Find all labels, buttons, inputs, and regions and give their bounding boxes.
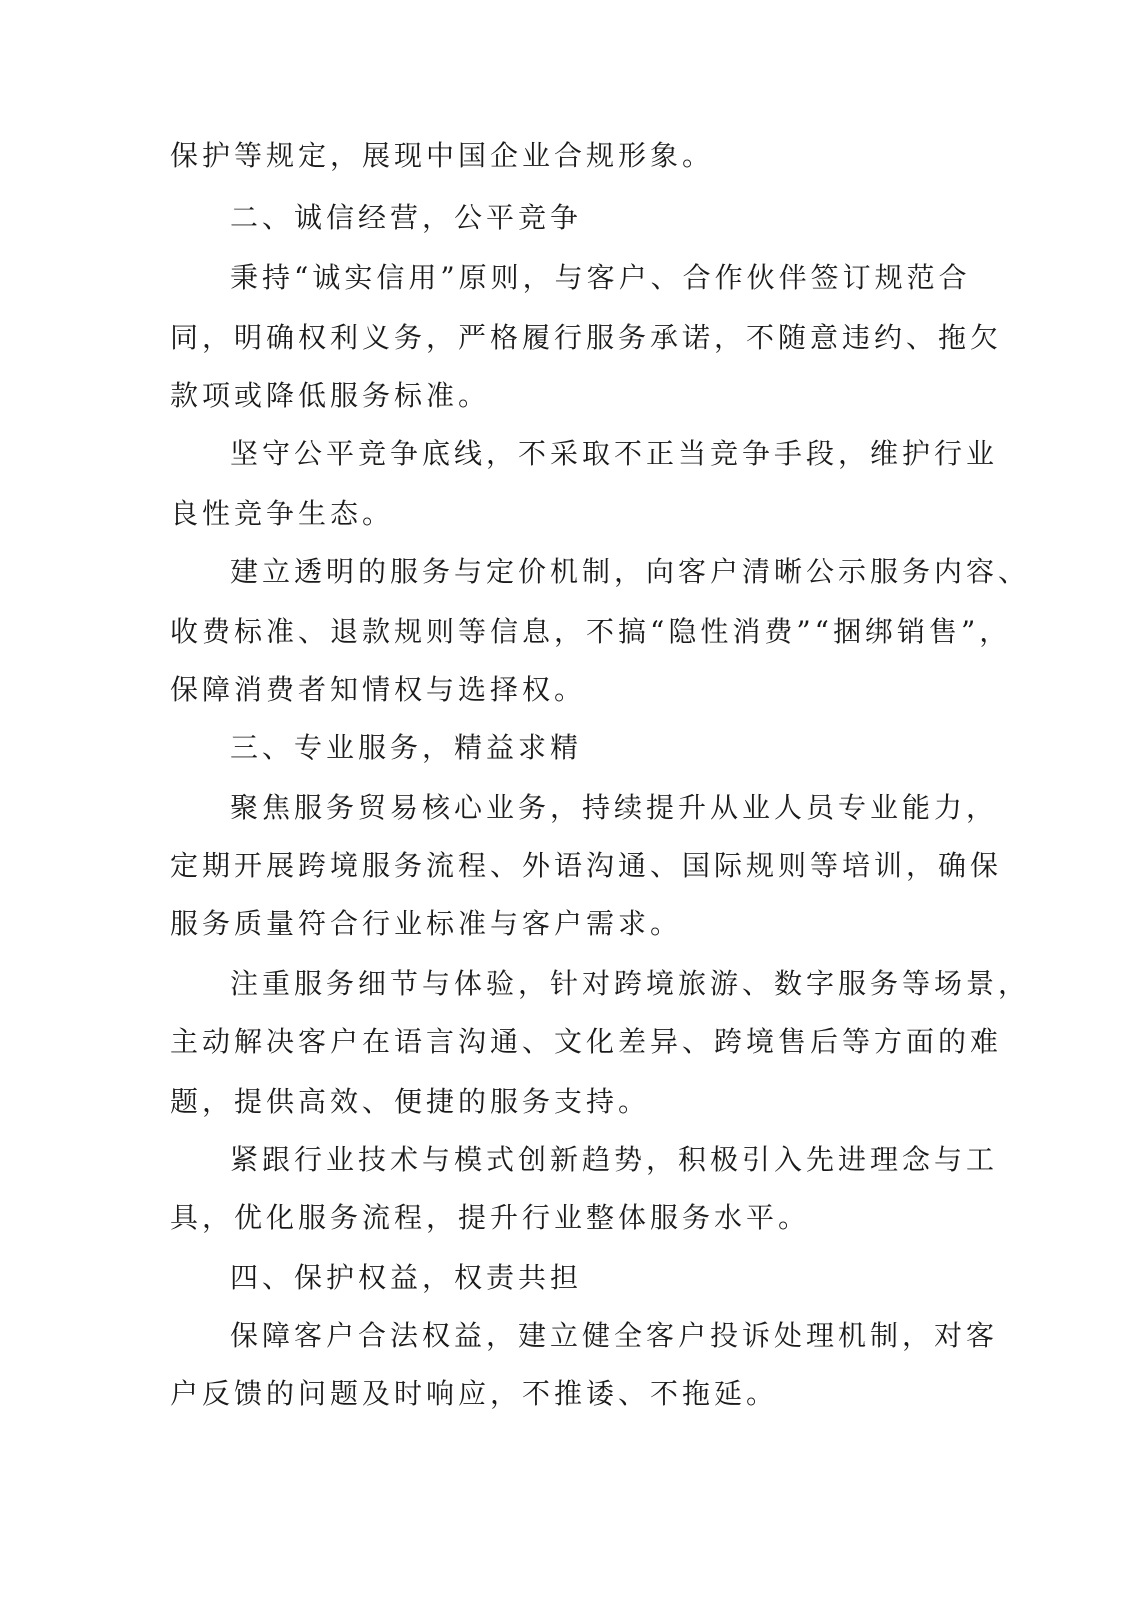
text-line: 保障消费者知情权与选择权。 (170, 673, 587, 706)
text-line: 良性竞争生态。 (170, 497, 395, 530)
text-line: 保障客户合法权益，建立健全客户投诉处理机制，对客 (230, 1319, 999, 1352)
text-line: 款项或降低服务标准。 (170, 379, 491, 412)
text-line: 注重服务细节与体验，针对跨境旅游、数字服务等场景， (230, 967, 1031, 1000)
text-line: 保护等规定，展现中国企业合规形象。 (170, 139, 715, 172)
text-line: 聚焦服务贸易核心业务，持续提升从业人员专业能力， (230, 791, 999, 824)
text-line: 服务质量符合行业标准与客户需求。 (170, 907, 683, 940)
text-line: 具，优化服务流程，提升行业整体服务水平。 (170, 1201, 811, 1234)
text-line: 收费标准、退款规则等信息，不搞“隐性消费”“捆绑销售”， (170, 615, 1012, 648)
text-line: 定期开展跨境服务流程、外语沟通、国际规则等培训，确保 (170, 849, 1003, 882)
text-line: 题，提供高效、便捷的服务支持。 (170, 1085, 651, 1118)
section-heading-3: 三、专业服务，精益求精 (230, 731, 583, 764)
text-line: 建立透明的服务与定价机制，向客户清晰公示服务内容、 (230, 555, 1031, 588)
section-heading-2: 二、诚信经营，公平竞争 (230, 201, 583, 234)
section-heading-4: 四、保护权益，权责共担 (230, 1261, 583, 1294)
text-line: 同，明确权利义务，严格履行服务承诺，不随意违约、拖欠 (170, 321, 1003, 354)
text-line: 坚守公平竞争底线，不采取不正当竞争手段，维护行业 (230, 437, 999, 470)
text-line: 主动解决客户在语言沟通、文化差异、跨境售后等方面的难 (170, 1025, 1003, 1058)
text-line: 户反馈的问题及时响应，不推诿、不拖延。 (170, 1377, 779, 1410)
text-line: 秉持“诚实信用”原则，与客户、合作伙伴签订规范合 (230, 261, 971, 294)
text-line: 紧跟行业技术与模式创新趋势，积极引入先进理念与工 (230, 1143, 999, 1176)
